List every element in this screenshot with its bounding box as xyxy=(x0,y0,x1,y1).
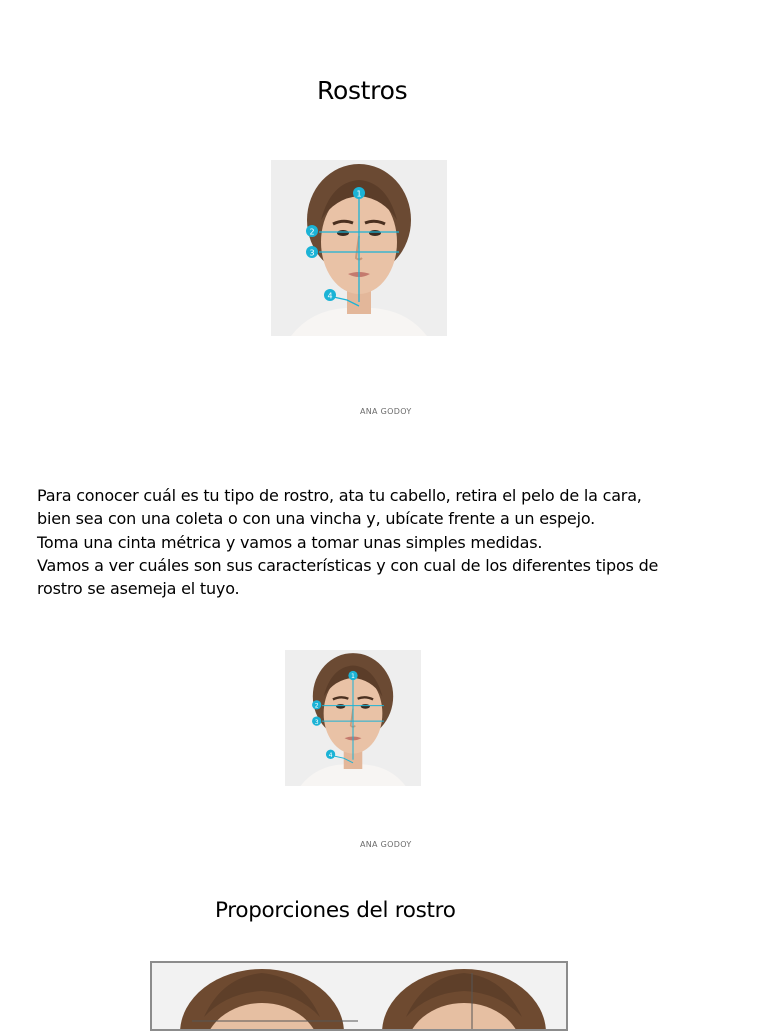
face-illustration xyxy=(285,650,421,786)
intro-paragraph xyxy=(37,484,727,600)
paragraph-line: Vamos a ver cuáles son sus características y con cual de los diferentes tipos de xyxy=(37,555,659,575)
proportions-image xyxy=(150,961,568,1031)
page-title: Rostros xyxy=(317,76,408,105)
svg-text:3: 3 xyxy=(314,718,319,726)
svg-text:1: 1 xyxy=(351,673,355,681)
face-photo-2 xyxy=(285,650,421,786)
marker-4 xyxy=(324,289,336,301)
svg-text:2: 2 xyxy=(314,702,319,710)
paragraph-line: rostro se asemeja el tuyo. xyxy=(37,579,240,599)
svg-text:3: 3 xyxy=(309,248,315,258)
marker-3 xyxy=(306,246,318,258)
svg-text:2: 2 xyxy=(309,227,315,237)
marker-3 xyxy=(312,716,321,725)
image-credit-1: ANA GODOY xyxy=(360,407,412,416)
image-credit-2: ANA GODOY xyxy=(360,840,412,849)
svg-text:1: 1 xyxy=(356,189,362,199)
paragraph-line: Toma una cinta métrica y vamos a tomar unas simples medidas. xyxy=(37,532,543,552)
paragraph-line: bien sea con una coleta o con una vincha y, ubícate frente a un espejo. xyxy=(37,509,596,529)
marker-1 xyxy=(353,187,365,199)
marker-2 xyxy=(306,225,318,237)
face-photo-1 xyxy=(271,160,447,336)
proportions-illustration xyxy=(152,963,566,1029)
paragraph-line: Para conocer cuál es tu tipo de rostro, ata tu cabello, retira el pelo de la cara, xyxy=(37,486,642,505)
section-title: Proporciones del rostro xyxy=(215,898,456,923)
marker-4 xyxy=(326,750,335,759)
face-illustration xyxy=(271,160,447,336)
marker-2 xyxy=(312,700,321,709)
svg-text:4: 4 xyxy=(328,752,333,760)
marker-1 xyxy=(348,671,357,680)
svg-text:4: 4 xyxy=(327,291,333,301)
